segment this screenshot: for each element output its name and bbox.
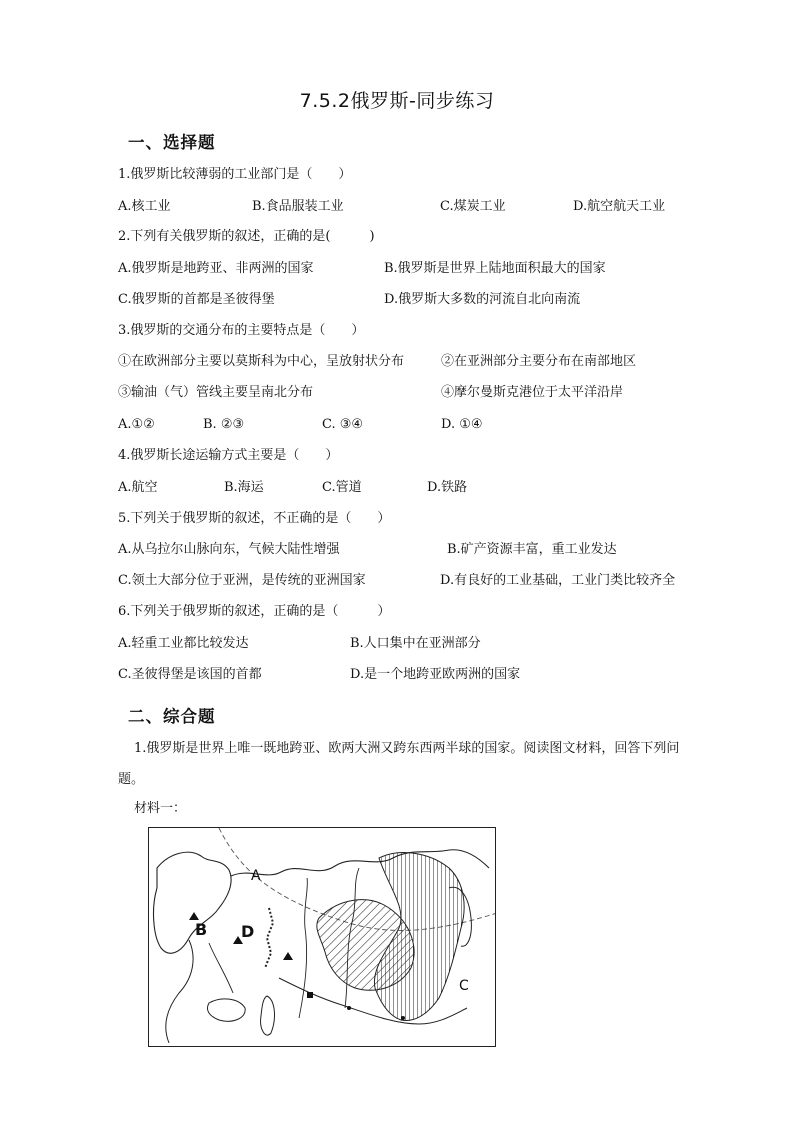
question-2-option-d: D.俄罗斯大多数的河流自北向南流 xyxy=(384,292,581,307)
question-6-option-c: C.圣彼得堡是该国的首都 xyxy=(118,667,262,682)
black-sea xyxy=(207,999,245,1021)
question-3-statement-2: ②在亚洲部分主要分布在南部地区 xyxy=(441,354,637,369)
question-4-stem: 4.俄罗斯长途运输方式主要是（ ） xyxy=(118,448,339,463)
question-6-option-b: B.人口集中在亚洲部分 xyxy=(350,636,481,651)
question-3-statement-3: ③输油（气）管线主要呈南北分布 xyxy=(118,385,314,400)
comprehensive-question-stem-line1: 1.俄罗斯是世界上唯一既地跨亚、欧两大洲又跨东西两半球的国家。阅读图文材料，回答下列问 xyxy=(134,741,680,756)
question-1-option-b: B.食品服装工业 xyxy=(252,199,344,214)
question-5-option-d: D.有良好的工业基础，工业门类比较齐全 xyxy=(440,573,676,588)
triangle-marker-1 xyxy=(189,912,199,920)
question-5-option-a: A.从乌拉尔山脉向东，气候大陆性增强 xyxy=(118,542,340,557)
section-heading-comprehensive: 二、综合题 xyxy=(128,707,216,726)
question-2-option-a: A.俄罗斯是地跨亚、非两洲的国家 xyxy=(118,261,314,276)
question-3-stem: 3.俄罗斯的交通分布的主要特点是（ ） xyxy=(118,323,365,338)
section-heading-choice: 一、选择题 xyxy=(128,133,216,152)
question-6-option-a: A.轻重工业都比较发达 xyxy=(118,636,249,651)
ural-mountains xyxy=(265,908,273,968)
map-label-c: C xyxy=(459,978,469,994)
document-title: 7.5.2俄罗斯-同步练习 xyxy=(299,90,495,112)
ob-river xyxy=(299,878,307,1018)
question-3-option-b: B. ②③ xyxy=(203,417,245,432)
question-5-stem: 5.下列关于俄罗斯的叙述，不正确的是（ ） xyxy=(118,511,391,526)
question-3-option-a: A.①② xyxy=(118,417,155,432)
triangle-marker-3 xyxy=(283,952,293,960)
map-label-b: B xyxy=(195,920,208,939)
question-4-option-d: D.铁路 xyxy=(427,480,468,495)
question-1-option-c: C.煤炭工业 xyxy=(440,199,506,214)
question-1-option-d: D.航空航天工业 xyxy=(573,199,666,214)
question-4-option-c: C.管道 xyxy=(322,480,362,495)
question-1-stem: 1.俄罗斯比较薄弱的工业部门是（ ） xyxy=(118,167,352,182)
question-3-statement-1: ①在欧洲部分主要以莫斯科为中心，呈放射状分布 xyxy=(118,354,405,369)
square-marker xyxy=(307,992,313,998)
question-5-option-c: C.领土大部分位于亚洲，是传统的亚洲国家 xyxy=(118,573,366,588)
question-2-option-c: C.俄罗斯的首都是圣彼得堡 xyxy=(118,292,275,307)
volga-river xyxy=(209,943,233,993)
russia-map-figure xyxy=(148,827,496,1047)
question-4-option-a: A.航空 xyxy=(118,480,158,495)
caspian-sea xyxy=(261,996,275,1035)
question-2-option-b: B.俄罗斯是世界上陆地面积最大的国家 xyxy=(384,261,606,276)
question-4-option-b: B.海运 xyxy=(224,480,264,495)
map-label-d: D xyxy=(241,922,255,941)
comprehensive-question-stem-line2: 题。 xyxy=(118,772,145,787)
question-3-option-d: D. ①④ xyxy=(441,417,483,432)
europe-coast xyxy=(154,852,232,953)
material-label: 材料一： xyxy=(134,801,187,816)
question-1-option-a: A.核工业 xyxy=(118,199,171,214)
question-2-stem: 2.下列有关俄罗斯的叙述，正确的是( ) xyxy=(118,229,375,244)
dot-marker-2 xyxy=(401,1016,405,1020)
europe-west-coast xyxy=(166,940,193,1043)
question-5-option-b: B.矿产资源丰富，重工业发达 xyxy=(447,542,617,557)
question-3-option-c: C. ③④ xyxy=(322,417,364,432)
question-6-stem: 6.下列关于俄罗斯的叙述，正确的是（ ） xyxy=(118,604,391,619)
map-label-a: A xyxy=(251,868,261,884)
dot-marker-1 xyxy=(347,1006,351,1010)
question-6-option-d: D.是一个地跨亚欧两洲的国家 xyxy=(350,667,521,682)
question-3-statement-4: ④摩尔曼斯克港位于太平洋沿岸 xyxy=(441,385,624,400)
